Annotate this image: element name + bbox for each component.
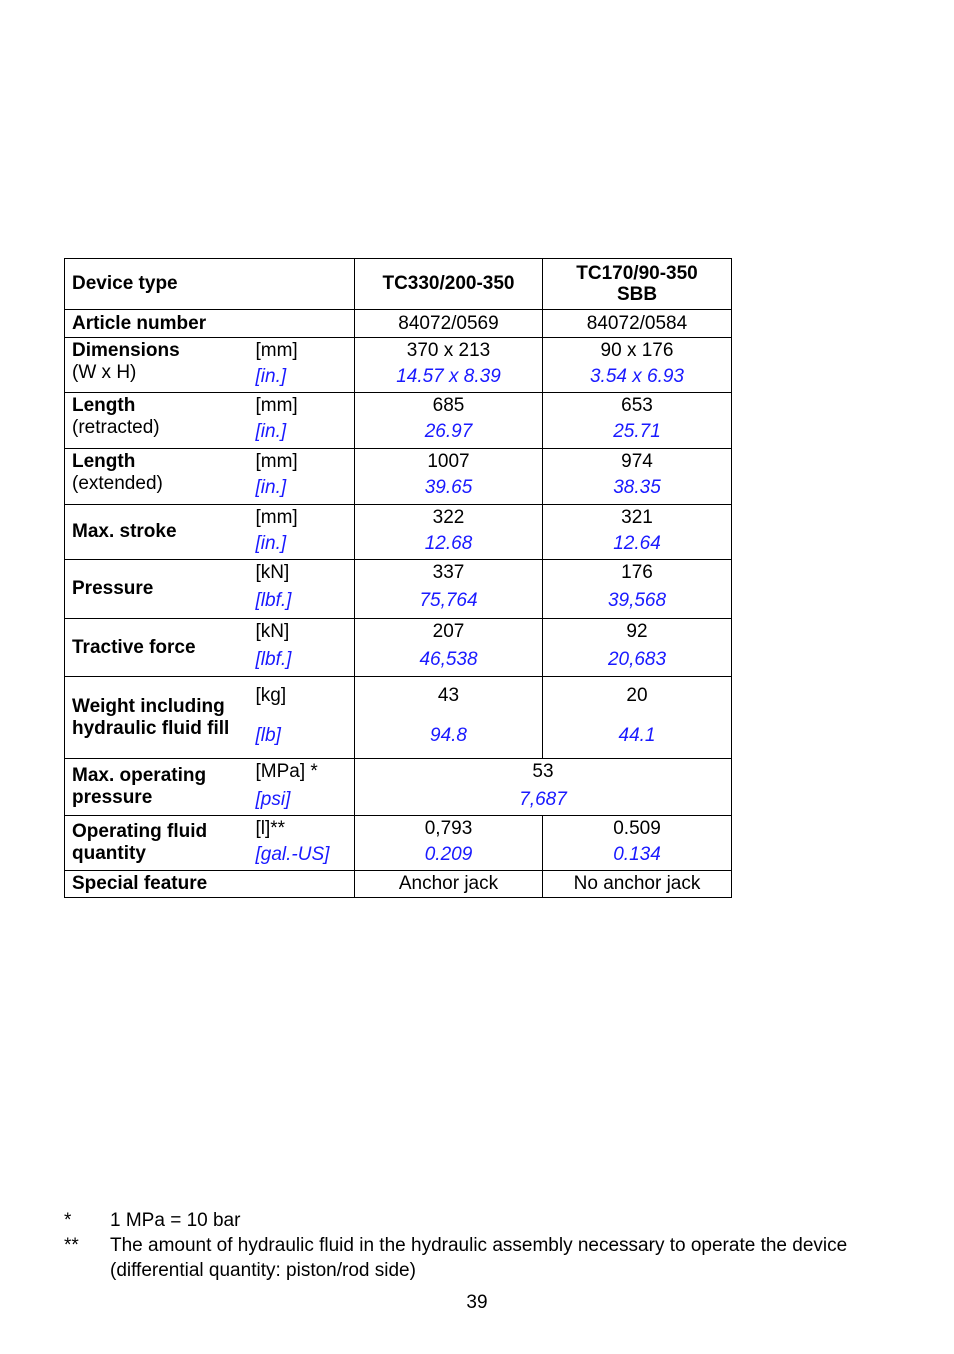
row-article-number [65,310,732,338]
length-extended-col1 [355,449,543,505]
max-pressure-value [355,759,732,816]
dimensions-units [256,338,355,393]
tractive-force-col1 [355,619,543,677]
length-retracted-col1-mm: 685 [432,395,465,416]
weight-col1-lb: 94.8 [430,725,467,746]
tractive-force-col2 [543,619,732,677]
pressure-col1-kn: 337 [432,562,465,583]
weight-label [65,677,256,759]
length-extended-label [65,449,256,505]
weight-label-line2: hydraulic fluid fill [72,717,230,739]
max-stroke-col2-mm: 321 [621,507,653,528]
max-stroke-label: Max. stroke [65,505,256,560]
dimensions-title: Dimensions [72,340,180,361]
unit-psi: [psi] [255,789,291,810]
tractive-force-col1-kn: 207 [432,621,465,642]
device-type-col2-line1: TC170/90-350 [576,263,698,284]
length-extended-col1-mm: 1007 [427,451,470,472]
unit-in: [in.] [255,366,287,387]
footnote-mark: * [64,1210,72,1231]
length-extended-col2-in: 38.35 [613,477,661,498]
length-retracted-col2-mm: 653 [621,395,653,416]
max-pressure-label-line2: pressure [72,787,153,808]
footnote-2 [64,1233,884,1283]
unit-kn: [kN] [255,562,290,583]
pressure-col1 [355,560,543,619]
weight-units [256,677,355,759]
row-max-operating-pressure [65,759,732,816]
max-stroke-col1-in: 12.68 [424,533,473,554]
article-number-label: Article number [65,310,355,338]
length-extended-col2 [543,449,732,505]
special-feature-label: Special feature [65,871,355,898]
tractive-force-units [256,619,355,677]
unit-mm: [mm] [255,507,298,528]
unit-l: [l]** [255,818,286,839]
length-retracted-col2-in: 25.71 [613,421,661,442]
max-stroke-col1 [355,505,543,560]
pressure-col2-lbf: 39,568 [607,590,667,611]
fluid-qty-col2-l: 0.509 [613,818,661,839]
tractive-force-col1-lbf: 46,538 [419,649,478,670]
special-feature-col1: Anchor jack [355,871,543,898]
tractive-force-col2-lbf: 20,683 [607,649,667,670]
length-retracted-title: Length [72,395,136,416]
dimensions-col2-mm: 90 x 176 [600,340,674,361]
fluid-qty-label-line2: quantity [72,843,146,864]
dimensions-sub: (W x H) [72,362,137,383]
max-pressure-mpa: 53 [532,761,554,782]
row-dimensions [65,338,732,393]
row-device-type [65,259,732,310]
footnotes [64,1208,884,1283]
dimensions-col2-in: 3.54 x 6.93 [589,366,685,387]
pressure-col2 [543,560,732,619]
row-weight [65,677,732,759]
row-max-stroke [65,505,732,560]
article-number-col1: 84072/0569 [355,310,543,338]
max-stroke-col1-mm: 322 [432,507,465,528]
spec-table [64,258,732,898]
length-retracted-col2 [543,393,732,449]
dimensions-col2 [543,338,732,393]
fluid-qty-units [256,816,355,871]
length-extended-col1-in: 39.65 [424,477,473,498]
article-number-col2: 84072/0584 [543,310,732,338]
dimensions-col1 [355,338,543,393]
pressure-col2-kn: 176 [621,562,653,583]
max-pressure-label [65,759,256,816]
fluid-qty-col2-gal: 0.134 [613,844,661,865]
weight-label-line1: Weight including [72,695,225,717]
weight-col2-kg: 20 [626,685,648,706]
footnote-text: 1 MPa = 10 bar [110,1210,241,1231]
weight-col1-kg: 43 [437,685,460,706]
unit-gal: [gal.-US] [255,844,330,865]
row-pressure [65,560,732,619]
device-type-label: Device type [65,259,355,310]
pressure-col1-lbf: 75,764 [419,590,478,611]
length-extended-col2-mm: 974 [621,451,653,472]
dimensions-col1-mm: 370 x 213 [406,340,491,361]
fluid-qty-label [65,816,256,871]
footnote-mark: ** [64,1235,79,1256]
fluid-qty-col2 [543,816,732,871]
fluid-qty-label-line1: Operating fluid [72,821,208,842]
row-length-retracted [65,393,732,449]
unit-lbf: [lbf.] [255,649,292,670]
row-special-feature [65,871,732,898]
max-stroke-units [256,505,355,560]
device-type-col1: TC330/200-350 [355,259,543,310]
unit-mm: [mm] [255,340,298,361]
unit-lbf: [lbf.] [255,590,292,611]
max-stroke-col2-in: 12.64 [613,533,661,554]
unit-mm: [mm] [255,395,298,416]
max-pressure-label-line1: Max. operating [72,765,207,786]
row-tractive-force [65,619,732,677]
weight-col1 [355,677,543,759]
length-retracted-sub: (retracted) [72,417,160,438]
length-retracted-units [256,393,355,449]
unit-in: [in.] [255,533,287,554]
length-retracted-col1 [355,393,543,449]
device-type-col2-line2: SBB [616,284,658,305]
unit-lb: [lb] [255,725,281,746]
length-extended-sub: (extended) [72,473,163,494]
max-stroke-col2 [543,505,732,560]
unit-mpa: [MPa] * [255,761,318,782]
weight-col2 [543,677,732,759]
dimensions-col1-in: 14.57 x 8.39 [396,366,501,387]
max-pressure-units [256,759,355,816]
footnote-text: The amount of hydraulic fluid in the hydraulic assembly necessary to operate the device (differential quantity: piston/rod side) [110,1235,848,1281]
length-extended-units [256,449,355,505]
unit-mm: [mm] [255,451,298,472]
tractive-force-col2-kn: 92 [626,621,648,642]
row-length-extended [65,449,732,505]
fluid-qty-col1-gal: 0.209 [424,844,473,865]
unit-kn: [kN] [255,621,290,642]
device-type-col2 [543,259,732,310]
fluid-qty-col1-l: 0,793 [424,818,473,839]
special-feature-col2: No anchor jack [543,871,732,898]
footnote-1 [64,1208,884,1233]
length-retracted-col1-in: 26.97 [424,421,473,442]
dimensions-label [65,338,256,393]
row-operating-fluid-quantity [65,816,732,871]
unit-in: [in.] [255,421,287,442]
unit-kg: [kg] [255,685,287,706]
pressure-units [256,560,355,619]
unit-in: [in.] [255,477,287,498]
weight-col2-lb: 44.1 [618,725,656,746]
length-extended-title: Length [72,451,136,472]
page-number: 39 [466,1292,488,1313]
fluid-qty-col1 [355,816,543,871]
pressure-label: Pressure [65,560,256,619]
tractive-force-label: Tractive force [65,619,256,677]
length-retracted-label [65,393,256,449]
max-pressure-psi: 7,687 [519,789,567,810]
